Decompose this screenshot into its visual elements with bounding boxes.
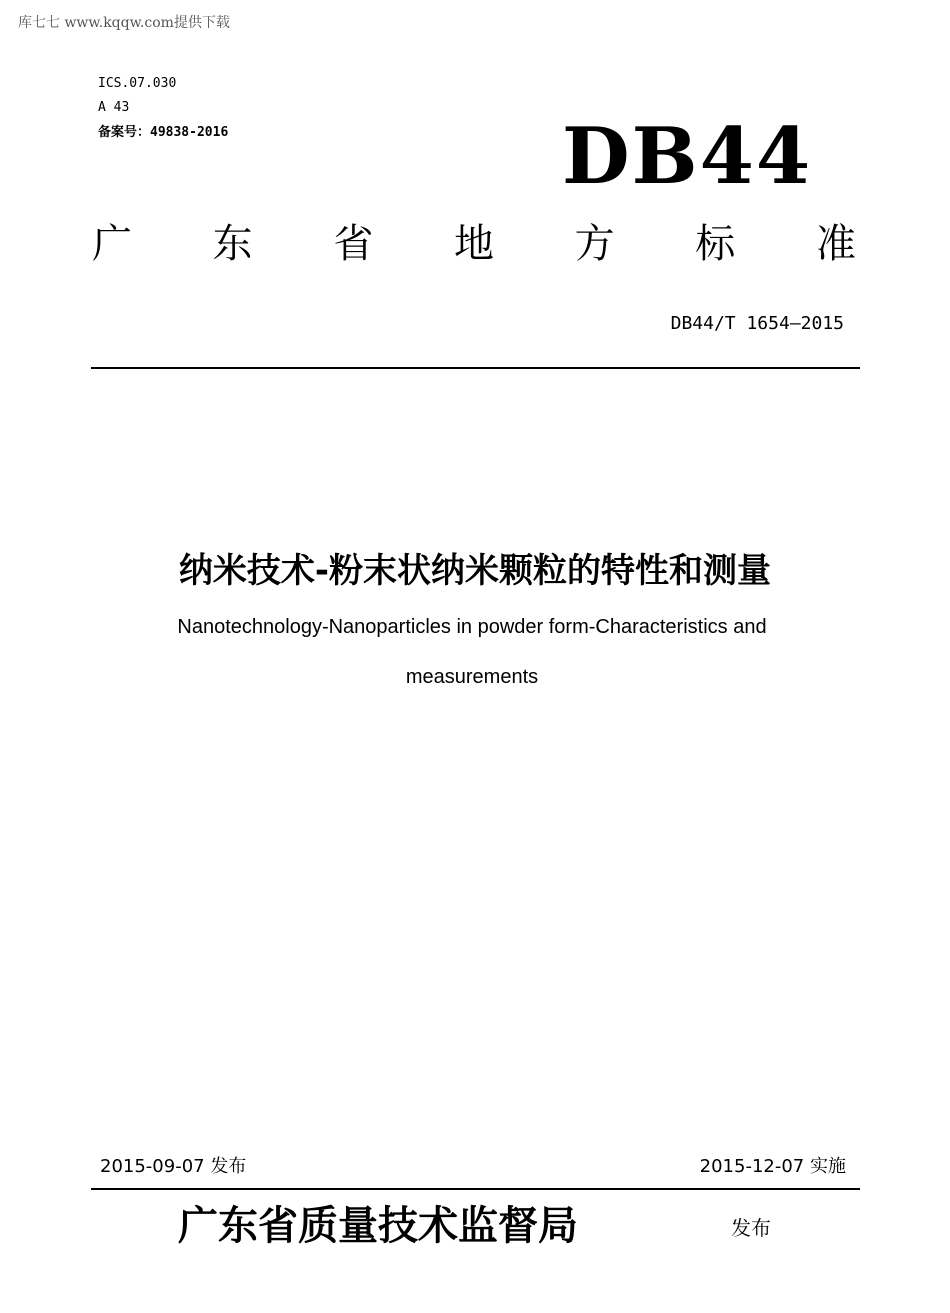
standard-type-char: 标 <box>695 221 736 267</box>
classification-code: A 43 <box>98 100 130 115</box>
standard-type-char: 地 <box>453 221 494 267</box>
standard-type-char: 省 <box>333 221 374 267</box>
standard-type-heading <box>92 218 856 270</box>
standard-type-char: 广 <box>92 221 132 267</box>
db44-logo: DB44 <box>562 111 813 202</box>
title-english-line2: measurements <box>405 666 539 688</box>
watermark-text: 库七七 www.kqqw.com提供下载 <box>18 15 230 31</box>
standard-code: DB44/T 1654—2015 <box>670 313 844 334</box>
implementation-date: 2015-12-07 实施 <box>699 1156 846 1177</box>
title-english-line1: Nanotechnology-Nanoparticles in powder form-Characteristics and <box>177 616 767 638</box>
ics-code: ICS.07.030 <box>98 76 177 91</box>
title-chinese: 纳米技术-粉末状纳米颗粒的特性和测量 <box>178 551 772 591</box>
record-number: 备案号：49838-2016 <box>98 125 229 140</box>
issuer-suffix: 发布 <box>731 1216 771 1240</box>
standard-type-char: 东 <box>212 221 253 267</box>
standard-type-char: 方 <box>574 221 615 267</box>
issuer-name: 广东省质量技术监督局 <box>178 1202 578 1249</box>
issue-date: 2015-09-07 发布 <box>100 1156 247 1177</box>
standard-type-char: 准 <box>815 221 856 267</box>
bottom-divider <box>91 1188 860 1190</box>
top-divider <box>91 367 860 369</box>
